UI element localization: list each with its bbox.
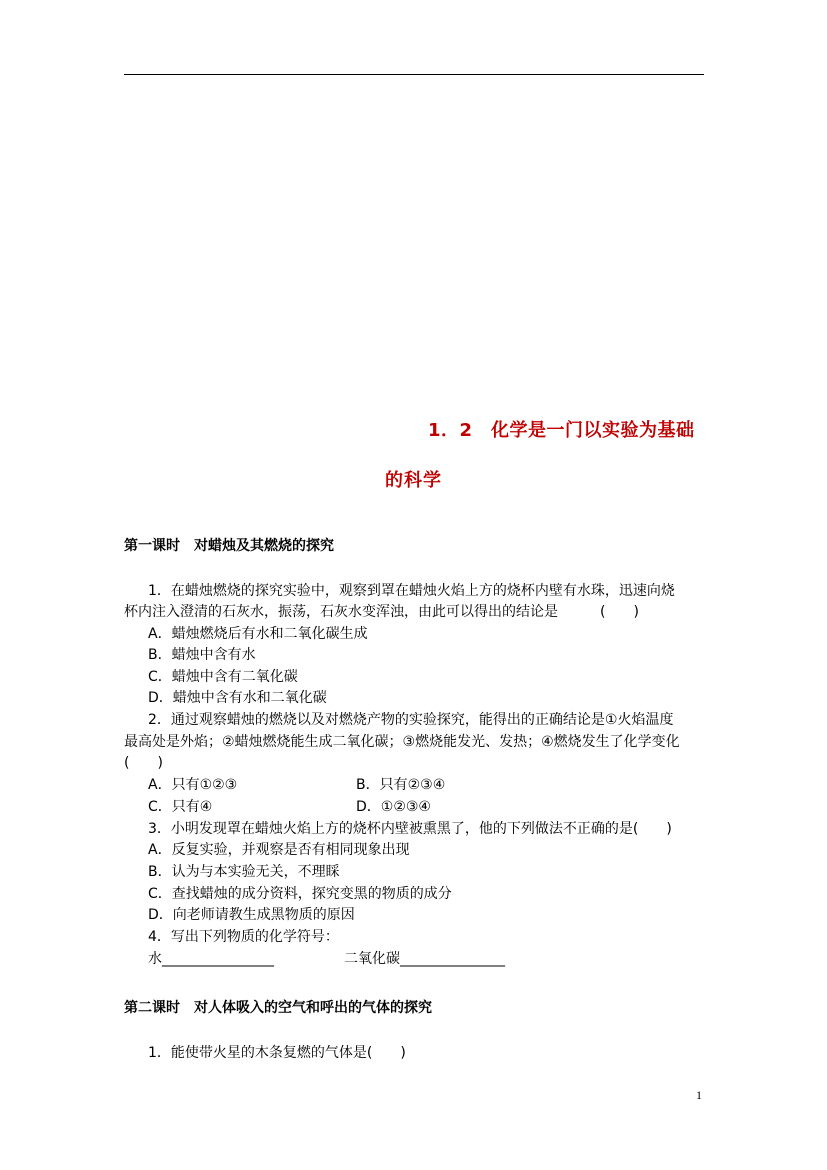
q4-blank-co2: 二氧化碳_______________ bbox=[344, 951, 505, 967]
q1-option-a: A．蜡烛燃烧后有水和二氧化碳生成 bbox=[148, 626, 368, 642]
q3-option-b: B．认为与本实验无关，不理睬 bbox=[148, 864, 340, 880]
q2-stem-line-1: 2．通过观察蜡烛的燃烧以及对燃烧产物的实验探究，能得出的正确结论是①火焰温度 bbox=[148, 712, 674, 728]
q4-blank-water: 水________________ bbox=[148, 951, 274, 967]
q3-option-c: C．查找蜡烛的成分资料，探究变黑的物质的成分 bbox=[148, 886, 452, 902]
page-number: 1 bbox=[696, 1088, 702, 1102]
q2-stem-line-3: ( ) bbox=[124, 755, 163, 771]
q3-option-d: D．向老师请教生成黑物质的原因 bbox=[148, 907, 355, 923]
document-title-line-2: 的科学 bbox=[385, 470, 442, 491]
q4-stem: 4．写出下列物质的化学符号： bbox=[148, 929, 339, 945]
q1-option-b: B．蜡烛中含有水 bbox=[148, 647, 256, 663]
q2-option-b: B．只有②③④ bbox=[356, 777, 446, 793]
q2-option-c: C．只有④ bbox=[148, 799, 213, 815]
header-rule bbox=[124, 74, 704, 75]
q1-option-d: D．蜡烛中含有水和二氧化碳 bbox=[148, 690, 327, 706]
q2-stem-line-2: 最高处是外焰；②蜡烛燃烧能生成二氧化碳；③燃烧能发光、发热；④燃烧发生了化学变化 bbox=[124, 734, 680, 750]
s2-q1-stem: 1．能使带火星的木条复燃的气体是( ) bbox=[148, 1045, 406, 1061]
q1-option-c: C．蜡烛中含有二氧化碳 bbox=[148, 669, 298, 685]
q2-option-d: D．①②③④ bbox=[356, 799, 431, 815]
q3-option-a: A．反复实验，并观察是否有相同现象出现 bbox=[148, 842, 410, 858]
document-title-line-1: 1．2 化学是一门以实验为基础 bbox=[428, 420, 695, 441]
section-heading-2: 第二课时 对人体吸入的空气和呼出的气体的探究 bbox=[124, 1000, 432, 1016]
q1-stem-line-1: 1．在蜡烛燃烧的探究实验中，观察到罩在蜡烛火焰上方的烧杯内壁有水珠，迅速向烧 bbox=[148, 583, 675, 599]
q3-stem: 3．小明发现罩在蜡烛火焰上方的烧杯内壁被熏黑了，他的下列做法不正确的是( ) bbox=[148, 821, 672, 837]
q2-option-a: A．只有①②③ bbox=[148, 777, 238, 793]
q1-stem-line-2: 杯内注入澄清的石灰水，振荡，石灰水变浑浊，由此可以得出的结论是 ( ) bbox=[124, 604, 639, 620]
section-heading-1: 第一课时 对蜡烛及其燃烧的探究 bbox=[124, 538, 334, 554]
